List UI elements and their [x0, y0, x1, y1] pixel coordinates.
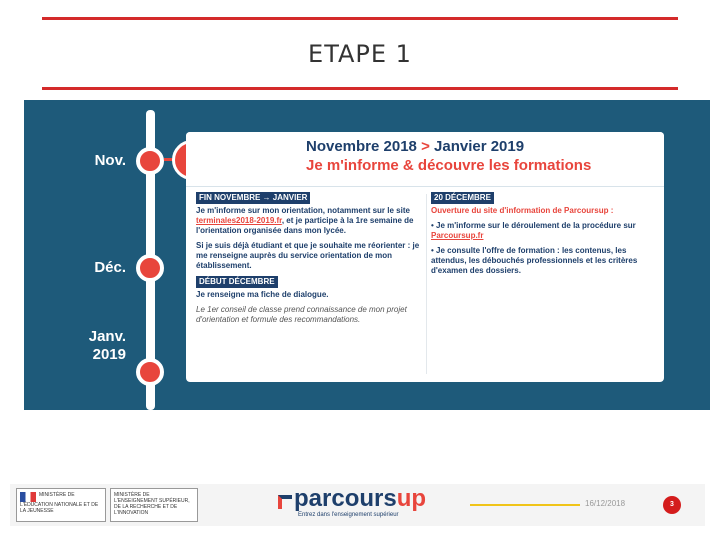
- left-paragraph-1: [196, 206, 426, 236]
- card-subtitle: Je m'informe & découvre les formations: [306, 157, 592, 174]
- step-card: [186, 132, 664, 382]
- brand-tagline: Entrez dans l'enseignement supérieur: [298, 512, 399, 518]
- footer: [10, 484, 705, 526]
- left-paragraph-2: Si je suis déjà étudiant et que je souhaite me réorienter : je me renseigne auprès du service orientation de mon établissement.: [196, 241, 420, 270]
- date-arrow: >: [421, 138, 430, 155]
- left-p1-text: Je m'informe sur mon orientation, notamment sur le site: [196, 206, 410, 215]
- brand-name: [278, 486, 448, 512]
- top-rule: [42, 17, 678, 20]
- left-column: [196, 192, 426, 325]
- brand-part-a: parcours: [294, 485, 397, 512]
- right-bullet-1-text: • Je m'informe sur le déroulement de la procédure sur: [431, 221, 636, 230]
- right-column: [431, 192, 656, 276]
- month-nov: Nov.: [94, 152, 126, 169]
- card-header: [186, 132, 664, 187]
- terminales-link[interactable]: terminales2018-2019.fr: [196, 216, 282, 225]
- parcoursup-link[interactable]: Parcoursup.fr: [431, 231, 484, 240]
- right-bullet-1: [431, 221, 656, 241]
- footer-accent-line: [470, 504, 580, 506]
- page-number-badge: 3: [663, 496, 681, 514]
- bottom-rule: [42, 87, 678, 90]
- month-jan: Janv. 2019: [88, 328, 126, 363]
- ministry-1-text: MINISTÈRE DE L'ÉDUCATION NATIONALE ET DE LA JEUNESSE: [20, 492, 99, 514]
- date-start: Novembre 2018: [306, 138, 417, 155]
- left-paragraph-3: Je renseigne ma fiche de dialogue.: [196, 290, 329, 299]
- ministry-logo-2: MINISTÈRE DE L'ENSEIGNEMENT SUPÉRIEUR, DE LA RECHERCHE ET DE L'INNOVATION: [110, 488, 198, 522]
- right-bullet-2: • Je consulte l'offre de formation : les contenus, les attendus, les débouchés professionnels et les critères d'examen des dossiers.: [431, 246, 638, 275]
- brand-part-b: up: [396, 485, 427, 512]
- french-flag-icon: [20, 492, 36, 502]
- month-dec: Déc.: [94, 259, 126, 276]
- column-divider: [426, 194, 427, 374]
- tag-debut-decembre: DÉBUT DÉCEMBRE: [196, 276, 278, 288]
- timeline-dot-dec: [136, 254, 164, 282]
- date-end: Janvier 2019: [434, 138, 525, 155]
- parcoursup-logo-icon: [278, 495, 292, 509]
- tag-fin-novembre: FIN NOVEMBRE → JANVIER: [196, 192, 310, 204]
- ministry-logo-1: [16, 488, 106, 522]
- footer-date: 16/12/2018: [585, 499, 626, 508]
- card-dates: [306, 138, 664, 155]
- slide-title: ETAPE 1: [308, 40, 412, 68]
- left-p1-text-end: , et je participe à la 1re semaine de l'orientation organisée dans mon lycée.: [196, 216, 414, 235]
- timeline-panel: [24, 100, 710, 410]
- left-paragraph-4: Le 1er conseil de classe prend connaissance de mon projet d'orientation et formule des recommandations.: [196, 305, 407, 324]
- right-paragraph-1: Ouverture du site d'information de Parcoursup :: [431, 206, 614, 215]
- parcoursup-brand: [278, 486, 448, 518]
- timeline-dot-nov: [136, 147, 164, 175]
- tag-20-decembre: 20 DÉCEMBRE: [431, 192, 494, 204]
- timeline-dot-jan: [136, 358, 164, 386]
